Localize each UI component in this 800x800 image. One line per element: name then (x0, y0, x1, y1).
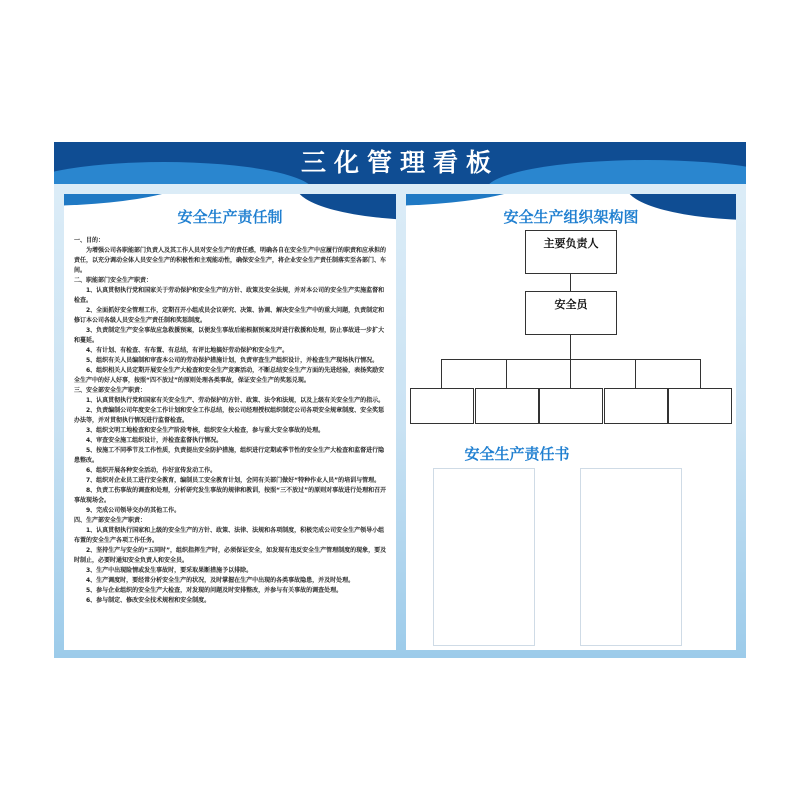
duty-line: 3、组织文明工地检查和安全生产阶段考核，组织安全大检查，参与重大安全事故的处理。 (86, 427, 325, 434)
duty-line: 2、负责编制公司年度安全工作计划和安全工作总结，按公司经理授权组织制定公司各项安全规章制度、安全奖惩办法等，并对贯彻执行情况进行监督检查。 (74, 407, 385, 424)
duty-line: 1、认真贯彻执行国家和上级的安全生产的方针、政策、法律、法规和各项制度，积极完成公司安全生产领导小组布置的安全生产各项工作任务。 (74, 527, 385, 544)
duty-line: 1、认真贯彻执行党和国家有关安全生产、劳动保护的方针、政策、法令和法规，以及上级有关安全生产的指示。 (86, 397, 385, 404)
responsibility-book-title: 安全生产责任书 (464, 445, 570, 463)
org-sub-box (604, 388, 668, 424)
document-placeholder (433, 468, 535, 646)
org-connector (700, 359, 701, 388)
duty-line: 4、生产调度时，要经常分析安全生产的状况，及时掌握在生产中出现的各类事故隐患，并及时处理。 (86, 577, 355, 584)
org-top-box (525, 230, 617, 274)
org-sub-box (539, 388, 603, 424)
responsibility-title: 安全生产责任制 (177, 208, 283, 226)
org-second-label: 安全员 (554, 298, 588, 311)
duty-line: 6、组织开展各种安全活动，作好宣传发动工作。 (86, 467, 217, 474)
responsibility-panel (64, 194, 396, 650)
org-connector (506, 359, 507, 388)
duties-text (74, 236, 388, 606)
org-connector (635, 359, 636, 388)
corner-decoration (64, 194, 194, 206)
duty-line: 四、生产部安全生产职责： (74, 517, 147, 524)
duty-line: 4、有计划、有检查、有布置、有总结，有评比地搞好劳动保护和安全生产。 (86, 347, 289, 354)
document-placeholder (580, 468, 682, 646)
duty-line: 2、全面抓好安全管理工作，定期召开小组成员会议研究、决策、协调、解决安全生产中的重大问题，负责制定和修订本公司各级人员安全生产责任制和奖惩制度。 (74, 307, 385, 324)
duty-line: 5、组织有关人员编制和审查本公司的劳动保护措施计划，负责审查生产组织设计，并检查生产现场执行情况。 (86, 357, 379, 364)
duty-line: 9、完成公司领导交办的其他工作。 (86, 507, 181, 514)
duty-line: 6、组织相关人员定期开展安全生产大检查和安全生产竞赛活动，不断总结安全生产方面的先进经验，表扬奖励安全生产中的好人好事，按照“四不放过”的原则处理各类事故，保证安全生产的奖惩兑现。 (74, 367, 385, 384)
org-sub-box (410, 388, 474, 424)
duty-line: 3、生产中出现险情或发生事故时，要采取果断措施予以排除。 (86, 567, 253, 574)
duty-line: 7、组织对企业员工进行安全教育，编制员工安全教育计划，会同有关部门做好“特种作业人员”的培训与管理。 (86, 477, 381, 484)
duty-line: 4、审查安全施工组织设计，并检查监督执行情况。 (86, 437, 223, 444)
board-title: 三化管理看板 (300, 148, 499, 177)
duty-line: 三、安全部安全生产职责： (74, 387, 147, 394)
duty-line: 5、按施工不同季节及工作性质，负责提出安全防护措施，组织进行定期或季节性的安全生产大检查和监督进行隐患整改。 (74, 447, 385, 464)
duty-line: 为增强公司各职能部门负责人及其工作人员对安全生产的责任感，明确各自在安全生产中应履行的职责和应承担的责任，以充分调动全体人员安全生产的积极性和主观能动性，确保安全生产，将企业安全生产责任制落实至各部门、车间。 (74, 247, 387, 274)
org-sub-box (475, 388, 539, 424)
org-connector (570, 359, 571, 388)
duty-line: 6、参与制定、修改安全技术规程和安全制度。 (86, 597, 211, 604)
duty-line: 1、认真贯彻执行党和国家关于劳动保护和安全生产的方针、政策及安全法规，并对本公司的安全生产实施监督和检查。 (74, 287, 385, 304)
corner-decoration (406, 194, 536, 206)
board-header (54, 142, 746, 184)
duty-line: 2、坚持生产与安全的“五同时”，组织指挥生产时，必须保证安全，如发现有违反安全生产管理制度的现象，要及时制止，必要时通知安全负责人和安全员。 (74, 547, 387, 564)
duty-line: 一、目的： (74, 237, 105, 244)
org-sub-box (668, 388, 732, 424)
org-connector (570, 334, 571, 359)
org-connector (570, 273, 571, 291)
org-connector (441, 359, 442, 388)
org-top-label: 主要负责人 (543, 237, 599, 250)
duty-line: 5、参与企业组织的安全生产大检查，对发现的问题及时安排整改，并参与有关事故的调查处理。 (86, 587, 343, 594)
duty-line: 3、负责制定生产安全事故应急救援预案，以便发生事故后能根据预案及时进行救援和处理，防止事故进一步扩大和蔓延。 (74, 327, 385, 344)
duty-line: 8、负责工伤事故的调查和处理，分析研究发生事故的规律和教训，按照“三不放过”的原则对事故进行处理和召开事故现场会。 (74, 487, 387, 504)
org-second-box (525, 291, 617, 335)
org-chart-title: 安全生产组织架构图 (503, 208, 639, 226)
duty-line: 二、职能部门安全生产职责： (74, 277, 153, 284)
